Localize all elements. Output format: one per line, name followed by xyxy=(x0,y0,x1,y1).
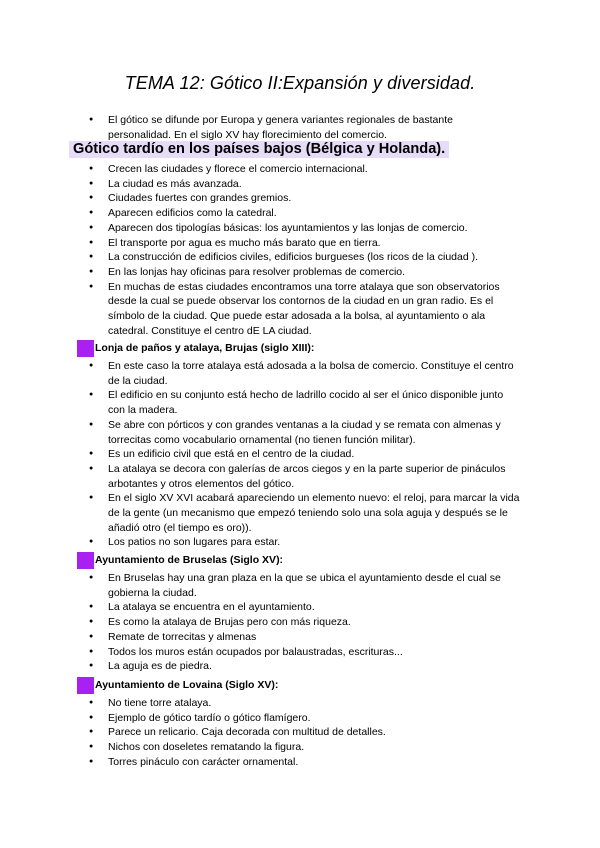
bullet-item: ● La ciudad es más avanzada. xyxy=(89,177,521,192)
intro-list xyxy=(89,113,489,142)
bullet-item: ● En las lonjas hay oficinas para resolver problemas de comercio. xyxy=(89,265,521,280)
bullet-item: ● Ejemplo de gótico tardío o gótico flamígero. xyxy=(89,711,521,726)
subsection-list-brujas xyxy=(89,359,521,550)
bullet-item: ● Crecen las ciudades y florece el comercio internacional. xyxy=(89,162,521,177)
subsection-title: Ayuntamiento de Bruselas (Siglo XV): xyxy=(95,554,284,566)
bullet-item: ● Todos los muros están ocupados por balaustradas, escrituras... xyxy=(89,645,521,660)
bullet-item: ● Torres pináculo con carácter ornamental. xyxy=(89,755,521,770)
bullet-item: ● Aparecen dos tipologías básicas: los ayuntamientos y las lonjas de comercio. xyxy=(89,221,521,236)
bullet-item: ● El transporte por agua es mucho más barato que en tierra. xyxy=(89,236,521,251)
bullet-item: ● En Bruselas hay una gran plaza en la que se ubica el ayuntamiento desde el cual se gobierna la ciudad. xyxy=(89,571,521,600)
subsection-heading-brujas xyxy=(77,340,314,357)
bullet-item: ● Remate de torrecitas y almenas xyxy=(89,630,521,645)
subsection-heading-bruselas xyxy=(77,552,283,569)
subsection-list-lovaina xyxy=(89,696,521,770)
bullet-item: ● No tiene torre atalaya. xyxy=(89,696,521,711)
subsection-marker xyxy=(77,552,94,569)
bullet-item: ● Es un edificio civil que está en el centro de la ciudad. xyxy=(89,447,521,462)
bullet-item: ● Los patios no son lugares para estar. xyxy=(89,535,521,550)
section-heading: Gótico tardío en los países bajos (Bélgica y Holanda). xyxy=(69,141,449,158)
bullet-item: ● Aparecen edificios como la catedral. xyxy=(89,206,521,221)
section-list xyxy=(89,162,521,338)
subsection-title: Lonja de paños y atalaya, Brujas (siglo XIII): xyxy=(95,342,315,354)
document-title: TEMA 12: Gótico II:Expansión y diversidad. xyxy=(124,73,476,93)
bullet-item: ● El edificio en su conjunto está hecho de ladrillo cocido al ser el único disponible junto con la madera. xyxy=(89,388,521,417)
bullet-item: ● La aguja es de piedra. xyxy=(89,659,521,674)
bullet-item: ● Parece un relicario. Caja decorada con multitud de detalles. xyxy=(89,725,521,740)
bullet-item: ● La atalaya se encuentra en el ayuntamiento. xyxy=(89,600,521,615)
subsection-marker xyxy=(77,677,94,694)
bullet-item: ● Se abre con pórticos y con grandes ventanas a la ciudad y se remata con almenas y torrecitas como vocabulario ornamental (no tienen función militar). xyxy=(89,418,521,447)
bullet-item: ● Ciudades fuertes con grandes gremios. xyxy=(89,191,521,206)
subsection-list-bruselas xyxy=(89,571,521,674)
subsection-title: Ayuntamiento de Lovaina (Siglo XV): xyxy=(95,679,279,691)
bullet-item: ● En este caso la torre atalaya está adosada a la bolsa de comercio. Constituye el centro de la ciudad. xyxy=(89,359,521,388)
subsection-marker xyxy=(77,340,94,357)
bullet-item: ● En el siglo XV XVI acabará apareciendo un elemento nuevo: el reloj, para marcar la vida de la gente (un mecanismo que empezó teniendo solo una sola aguja y después se le añadió otro (el tiempo es oro)). xyxy=(89,491,521,535)
bullet-item: ● El gótico se difunde por Europa y genera variantes regionales de bastante personalidad. En el siglo XV hay florecimiento del comercio. xyxy=(89,113,489,142)
bullet-item: ● En muchas de estas ciudades encontramos una torre atalaya que son observatorios desde la cual se puede observar los contornos de la ciudad en un gran radio. Es el símbolo de la ciudad. Que puede estar adosada a la bolsa, al ayuntamiento o ala catedral. Constituye el centro dE LA ciudad. xyxy=(89,280,521,339)
bullet-item: ● La construcción de edificios civiles, edificios burgueses (los ricos de la ciudad ). xyxy=(89,250,521,265)
subsection-heading-lovaina xyxy=(77,677,278,694)
bullet-item: ● La atalaya se decora con galerías de arcos ciegos y en la parte superior de pináculos arbotantes y otros elementos del gótico. xyxy=(89,462,521,491)
bullet-item: ● Es como la atalaya de Brujas pero con más riqueza. xyxy=(89,615,521,630)
bullet-item: ● Nichos con doseletes rematando la figura. xyxy=(89,740,521,755)
